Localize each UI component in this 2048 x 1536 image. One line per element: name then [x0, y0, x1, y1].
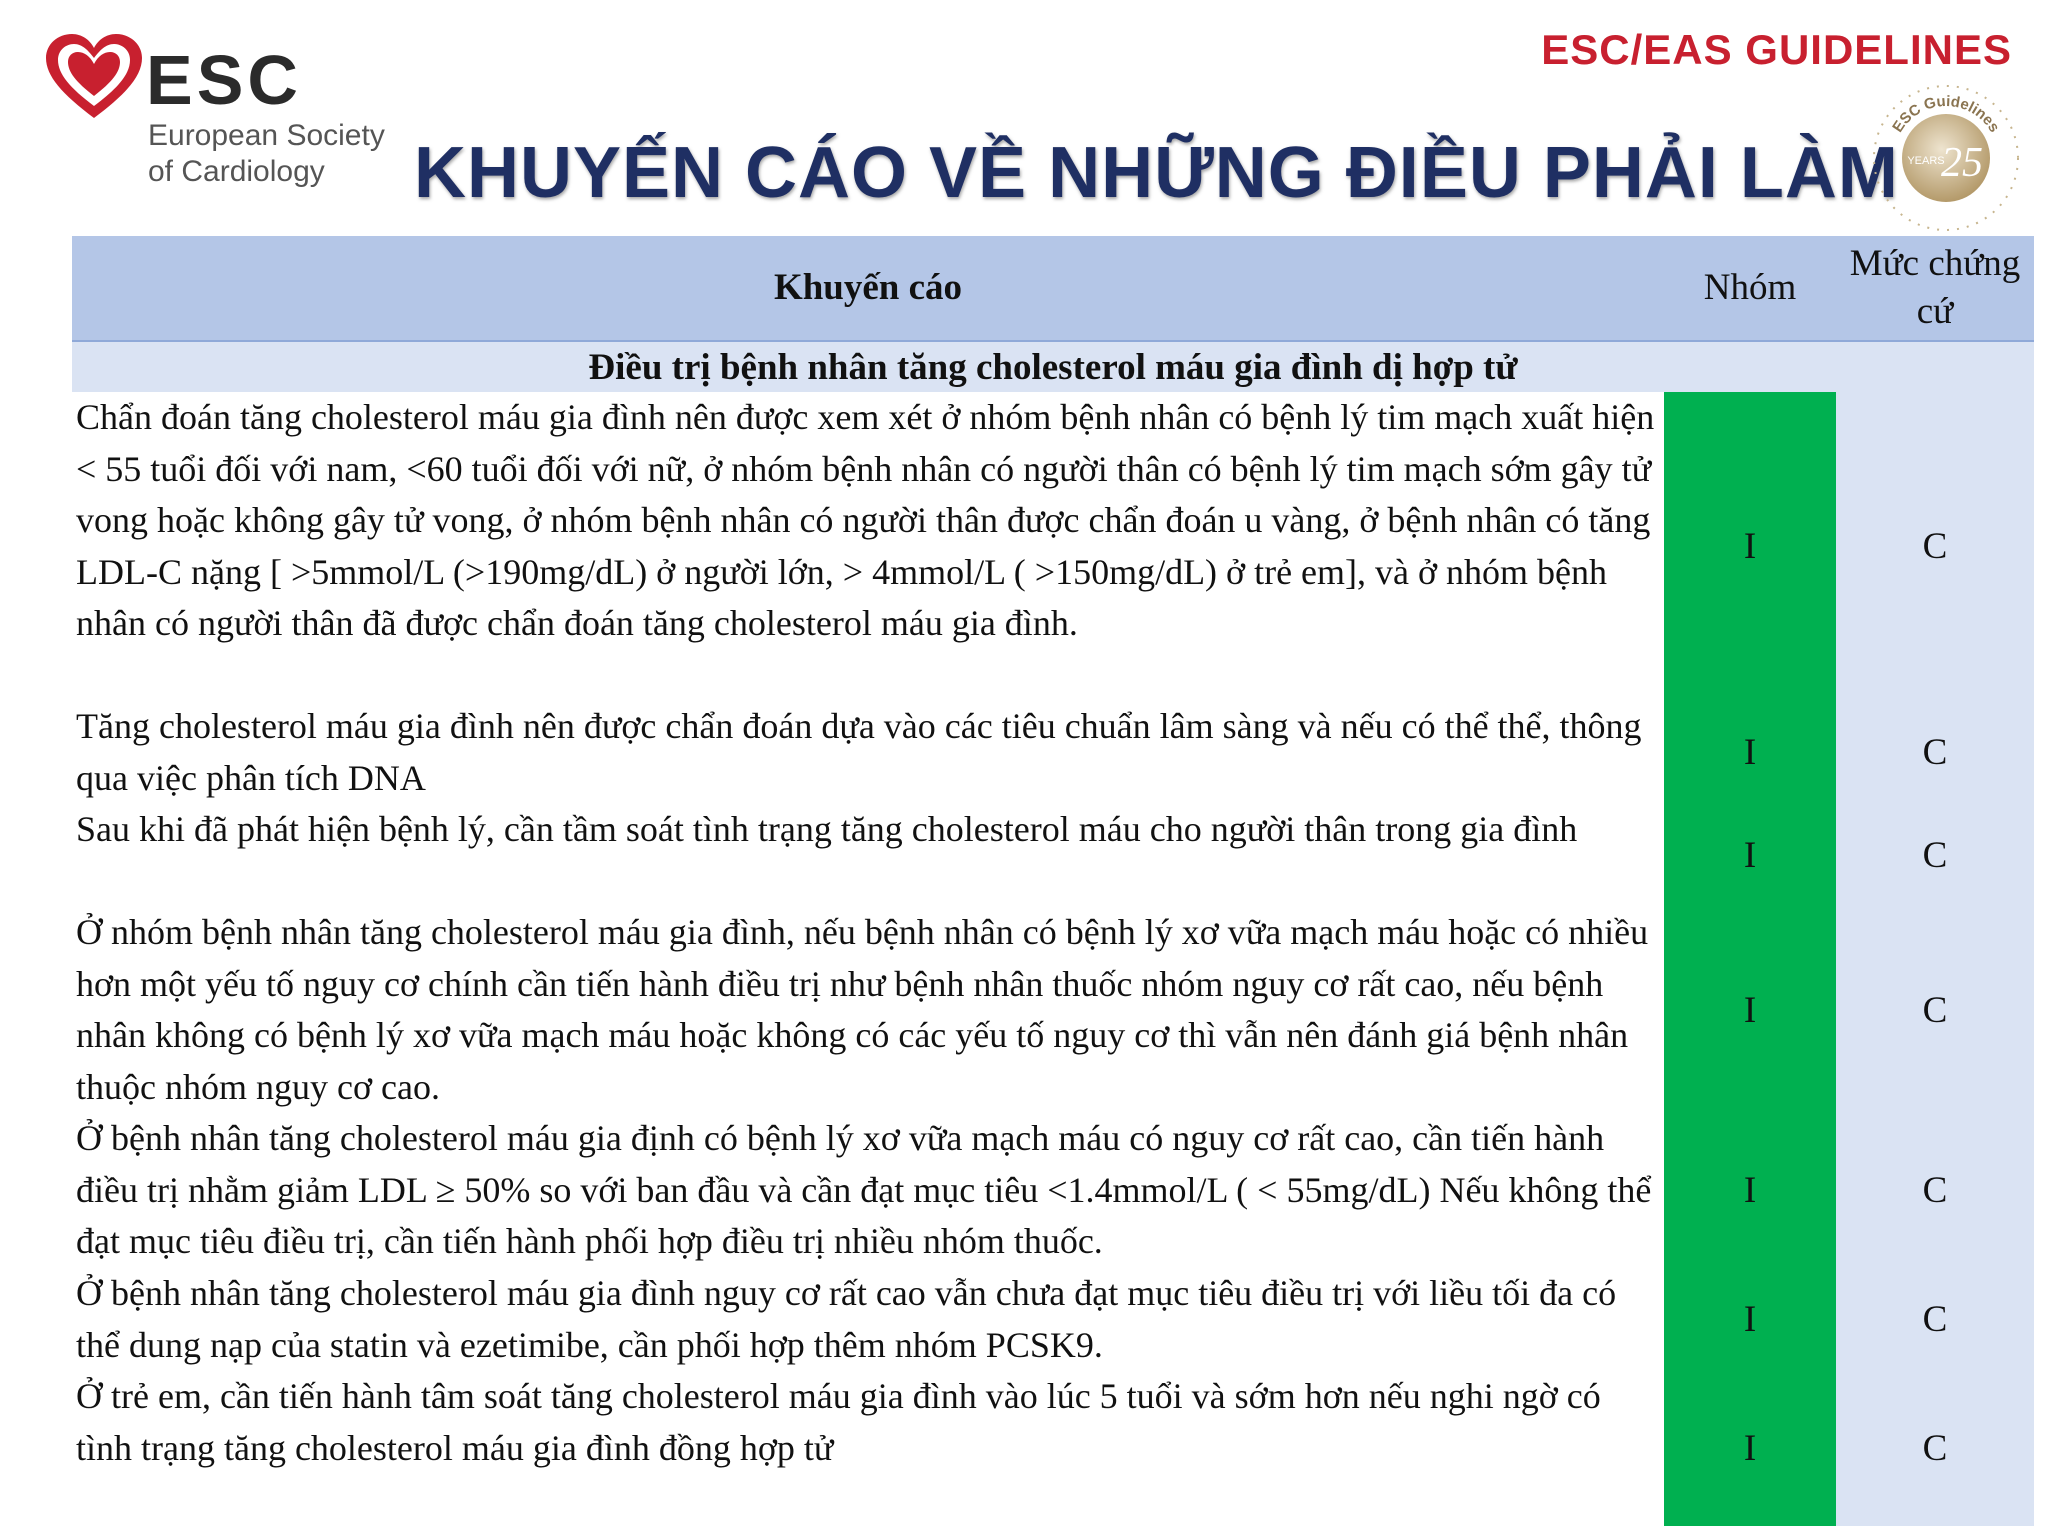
table-row [72, 1371, 2034, 1526]
recommendation-text: Ở bệnh nhân tăng cholesterol máu gia định có bệnh lý xơ vữa mạch máu có nguy cơ rất cao, cần tiến hành điều trị nhằm giảm LDL ≥ 50% so với ban đầu và cần đạt mục tiêu <1.4mmol/L ( < 55mg/dL) Nếu không thể đạt mục tiêu điều trị, cần tiến hành phối hợp điều trị nhiều nhóm thuốc. [76, 1118, 1652, 1261]
column-header-level: Mức chứng cứ [1849, 243, 2021, 332]
column-header-recommendation: Khuyến cáo [773, 267, 963, 308]
badge-years: YEARS [1907, 155, 1945, 167]
table-row [72, 392, 2034, 701]
level-value: C [1922, 526, 1948, 567]
org-full-name: European Society of Cardiology [148, 119, 385, 188]
class-value: I [1743, 1428, 1757, 1469]
recommendation-text: Ở trẻ em, cần tiến hành tâm soát tăng cholesterol máu gia đình vào lúc 5 tuổi và sớm hơn nếu nghi ngờ có tình trạng tăng cholesterol máu gia đình đồng hợp tử [76, 1376, 1601, 1468]
column-header-class: Nhóm [1703, 267, 1797, 308]
table-row [72, 804, 2034, 907]
table-header [72, 236, 2034, 342]
level-value: C [1922, 835, 1948, 876]
table-row [72, 907, 2034, 1113]
guidelines-tag: ESC/EAS GUIDELINES [1541, 26, 2012, 73]
table-body [72, 392, 2034, 1526]
recommendation-text: Chẩn đoán tăng cholesterol máu gia đình nên được xem xét ở nhóm bệnh nhân có bệnh lý tim mạch xuất hiện < 55 tuổi đối với nam, <60 tuổi đối với nữ, ở nhóm bệnh nhân có người thân có bệnh lý tim mạch sớm gây tử vong hoặc không gây tử vong, ở nhóm bệnh nhân có người thân được chẩn đoán u vàng, ở bệnh nhân có tăng LDL-C nặng [ >5mmol/L (>190mg/dL) ở người lớn, > 4mmol/L ( >150mg/dL) ở trẻ em], và ở nhóm bệnh nhân có người thân đã được chẩn đoán tăng cholesterol máu gia đình. [76, 397, 1655, 643]
recommendation-text: Ở bệnh nhân tăng cholesterol máu gia đình nguy cơ rất cao vẫn chưa đạt mục tiêu điều trị với liều tối đa có thể dung nạp của statin và ezetimibe, cần phối hợp thêm nhóm PCSK9. [76, 1273, 1617, 1365]
esc-heart-logo [42, 32, 146, 124]
org-name: ESC [146, 41, 302, 119]
section-title: Điều trị bệnh nhân tăng cholesterol máu gia đình dị hợp tử [72, 342, 2034, 392]
badge-number: 25 [1941, 140, 1983, 186]
class-value: I [1743, 1170, 1757, 1211]
badge-arc-text: ESC Guidelines [1889, 92, 2003, 136]
recommendation-text: Tăng cholesterol máu gia đình nên được chẩn đoán dựa vào các tiêu chuẩn lâm sàng và nếu có thể thể, thông qua việc phân tích DNA [76, 706, 1642, 798]
level-value: C [1922, 1299, 1948, 1340]
recommendation-text: Sau khi đã phát hiện bệnh lý, cần tầm soát tình trạng tăng cholesterol máu cho người thân trong gia đình [76, 809, 1578, 849]
table-row [72, 1268, 2034, 1371]
page-title: KHUYẾN CÁO VỀ NHỮNG ĐIỀU PHẢI LÀM [414, 133, 1899, 213]
table-row [72, 701, 2034, 804]
recommendation-text: Ở nhóm bệnh nhân tăng cholesterol máu gia đình, nếu bệnh nhân có bệnh lý xơ vữa mạch máu hoặc có nhiều hơn một yếu tố nguy cơ chính cần tiến hành điều trị như bệnh nhân thuốc nhóm nguy cơ rất cao, nếu bệnh nhân không có bệnh lý xơ vữa mạch máu hoặc không có các yếu tố nguy cơ thì vẫn nên đánh giá bệnh nhân thuộc nhóm nguy cơ cao. [76, 912, 1649, 1107]
class-value: I [1743, 835, 1757, 876]
level-value: C [1922, 1428, 1948, 1469]
class-value: I [1743, 989, 1757, 1031]
class-value: I [1743, 732, 1757, 773]
recommendations-table [72, 236, 2034, 1526]
25-years-badge [1866, 78, 2026, 238]
class-value: I [1743, 1299, 1757, 1340]
level-value: C [1922, 989, 1948, 1031]
level-value: C [1922, 732, 1948, 773]
table-row [72, 1113, 2034, 1268]
class-value: I [1743, 526, 1757, 567]
level-value: C [1922, 1170, 1948, 1211]
